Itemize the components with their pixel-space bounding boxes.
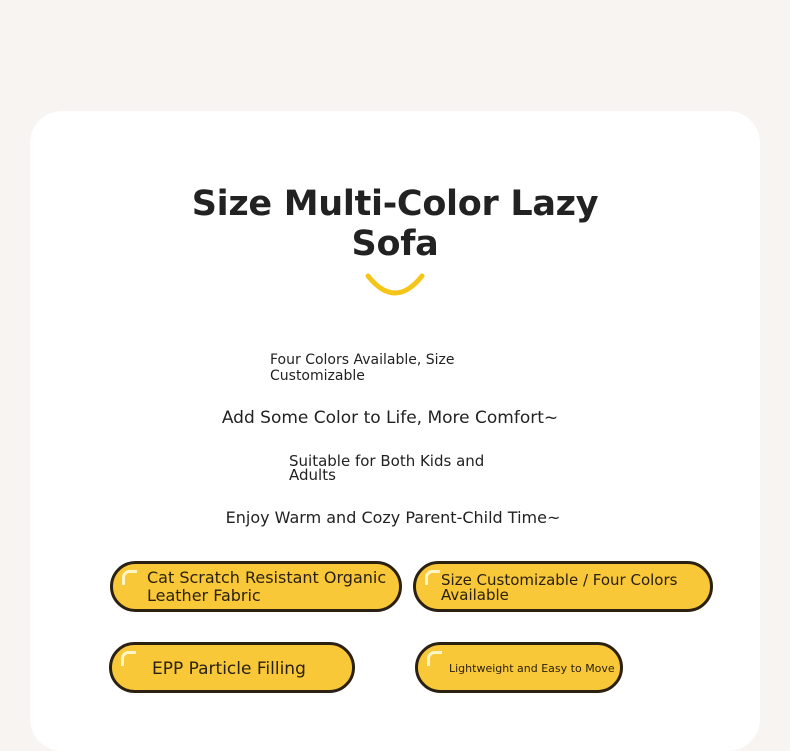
feature-badge-fabric — [110, 561, 402, 612]
subtitle-parent-child: Enjoy Warm and Cozy Parent-Child Time~ — [225, 508, 561, 527]
feature-badge-lightweight — [415, 642, 623, 693]
pill-shine-icon — [121, 651, 136, 666]
feature-badge-filling — [109, 642, 355, 693]
feature-label: EPP Particle Filling — [152, 659, 306, 679]
feature-label: Lightweight and Easy to Move — [449, 662, 615, 675]
feature-label: Size Customizable / Four Colors Available — [441, 571, 678, 604]
pill-shine-icon — [427, 651, 442, 666]
pill-shine-icon — [425, 570, 440, 585]
feature-badge-size — [413, 561, 713, 612]
feature-label: Cat Scratch Resistant Organic Leather Fabric — [147, 568, 387, 605]
page-title: Size Multi-Color Lazy Sofa — [191, 184, 599, 264]
pill-shine-icon — [122, 570, 137, 585]
subtitle-kids-adults: Suitable for Both Kids and Adults — [289, 452, 485, 484]
smile-curve-icon — [363, 270, 427, 300]
subtitle-comfort: Add Some Color to Life, More Comfort~ — [221, 408, 559, 428]
subtitle-colors: Four Colors Available, Size Customizable — [270, 352, 455, 384]
